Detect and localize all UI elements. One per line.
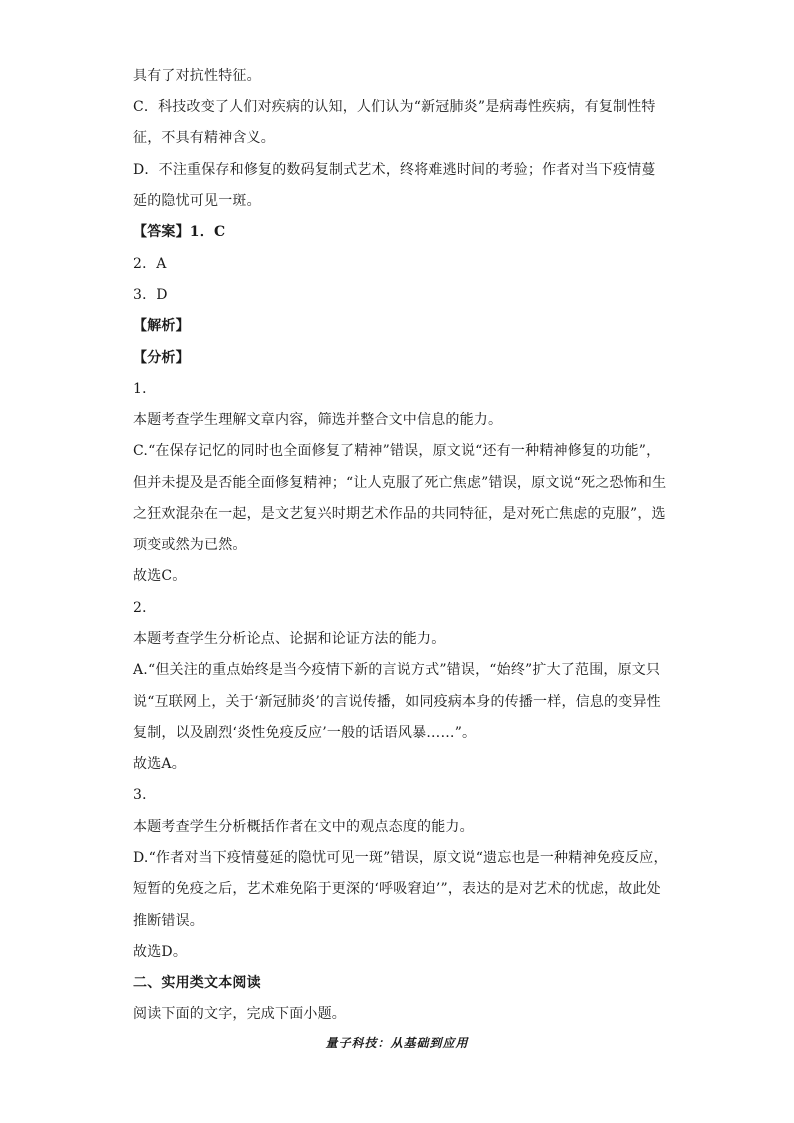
- option-d-line-2: 延的隐忧可见一斑。: [133, 193, 261, 209]
- item-2-intro: 本题考查学生分析论点、论据和论证方法的能力。: [133, 631, 446, 647]
- item-2-conclusion: 故选A。: [133, 756, 186, 772]
- item-number-3: 3．: [133, 787, 157, 803]
- item-3-intro: 本题考查学生分析概括作者在文中的观点态度的能力。: [133, 819, 474, 835]
- item-1-text-2: 但并未提及是否能全面修复精神；“让人克服了死亡焦虑”错误，原文说“死之恐怖和生: [133, 475, 667, 491]
- item-2-text-2: 说“互联网上，关于‘新冠肺炎’的言说传播，如同疫病本身的传播一样，信息的变异性: [133, 694, 661, 710]
- item-1-conclusion: 故选C。: [133, 568, 187, 584]
- item-3-text-1: D.“作者对当下疫情蔓延的隐忧可见一斑”错误，原文说“遗忘也是一种精神免疫反应，: [133, 850, 668, 866]
- analysis-heading: 【解析】: [133, 318, 190, 334]
- item-number-2: 2．: [133, 600, 157, 616]
- section-instruction: 阅读下面的文字，完成下面小题。: [133, 1006, 346, 1022]
- item-2-text-1: A.“但关注的重点始终是当今疫情下新的言说方式”错误，“始终”扩大了范围，原文只: [133, 662, 661, 678]
- item-1-intro: 本题考查学生理解文章内容，筛选并整合文中信息的能力。: [133, 412, 503, 428]
- section-heading: 二、实用类文本阅读: [133, 975, 261, 991]
- text-line: 具有了对抗性特征。: [133, 68, 261, 84]
- breakdown-heading: 【分析】: [133, 350, 190, 366]
- item-2-text-3: 复制，以及剧烈‘炎性免疫反应’一般的话语风暴……”。: [133, 725, 477, 741]
- answer-3: 3．D: [133, 287, 168, 303]
- page-footer: 量子科技：从基础到应用: [325, 1036, 469, 1050]
- option-c-line-1: C．科技改变了人们对疾病的认知，人们认为“新冠肺炎”是病毒性疾病，有复制性特: [133, 99, 656, 115]
- item-3-conclusion: 故选D。: [133, 944, 188, 960]
- item-1-text-4: 项变或然为已然。: [133, 537, 247, 553]
- item-3-text-2: 短暂的免疫之后，艺术难免陷于更深的‘呼吸窘迫’”，表达的是对艺术的忧虑，故此处: [133, 881, 661, 897]
- answer-2: 2．A: [133, 256, 167, 272]
- item-1-text-1: C.“在保存记忆的同时也全面修复了精神”错误，原文说“还有一种精神修复的功能”，: [133, 443, 661, 459]
- item-3-text-3: 推断错误。: [133, 913, 204, 929]
- answer-heading: 【答案】1．C: [133, 224, 226, 240]
- item-number-1: 1．: [133, 381, 157, 397]
- option-d-line-1: D．不注重保存和修复的数码复制式艺术，终将难逃时间的考验；作者对当下疫情蔓: [133, 162, 656, 178]
- item-1-text-3: 之狂欢混杂在一起，是文艺复兴时期艺术作品的共同特征，是对死亡焦虑的克服”，选: [133, 506, 666, 522]
- option-c-line-2: 征，不具有精神含义。: [133, 130, 275, 146]
